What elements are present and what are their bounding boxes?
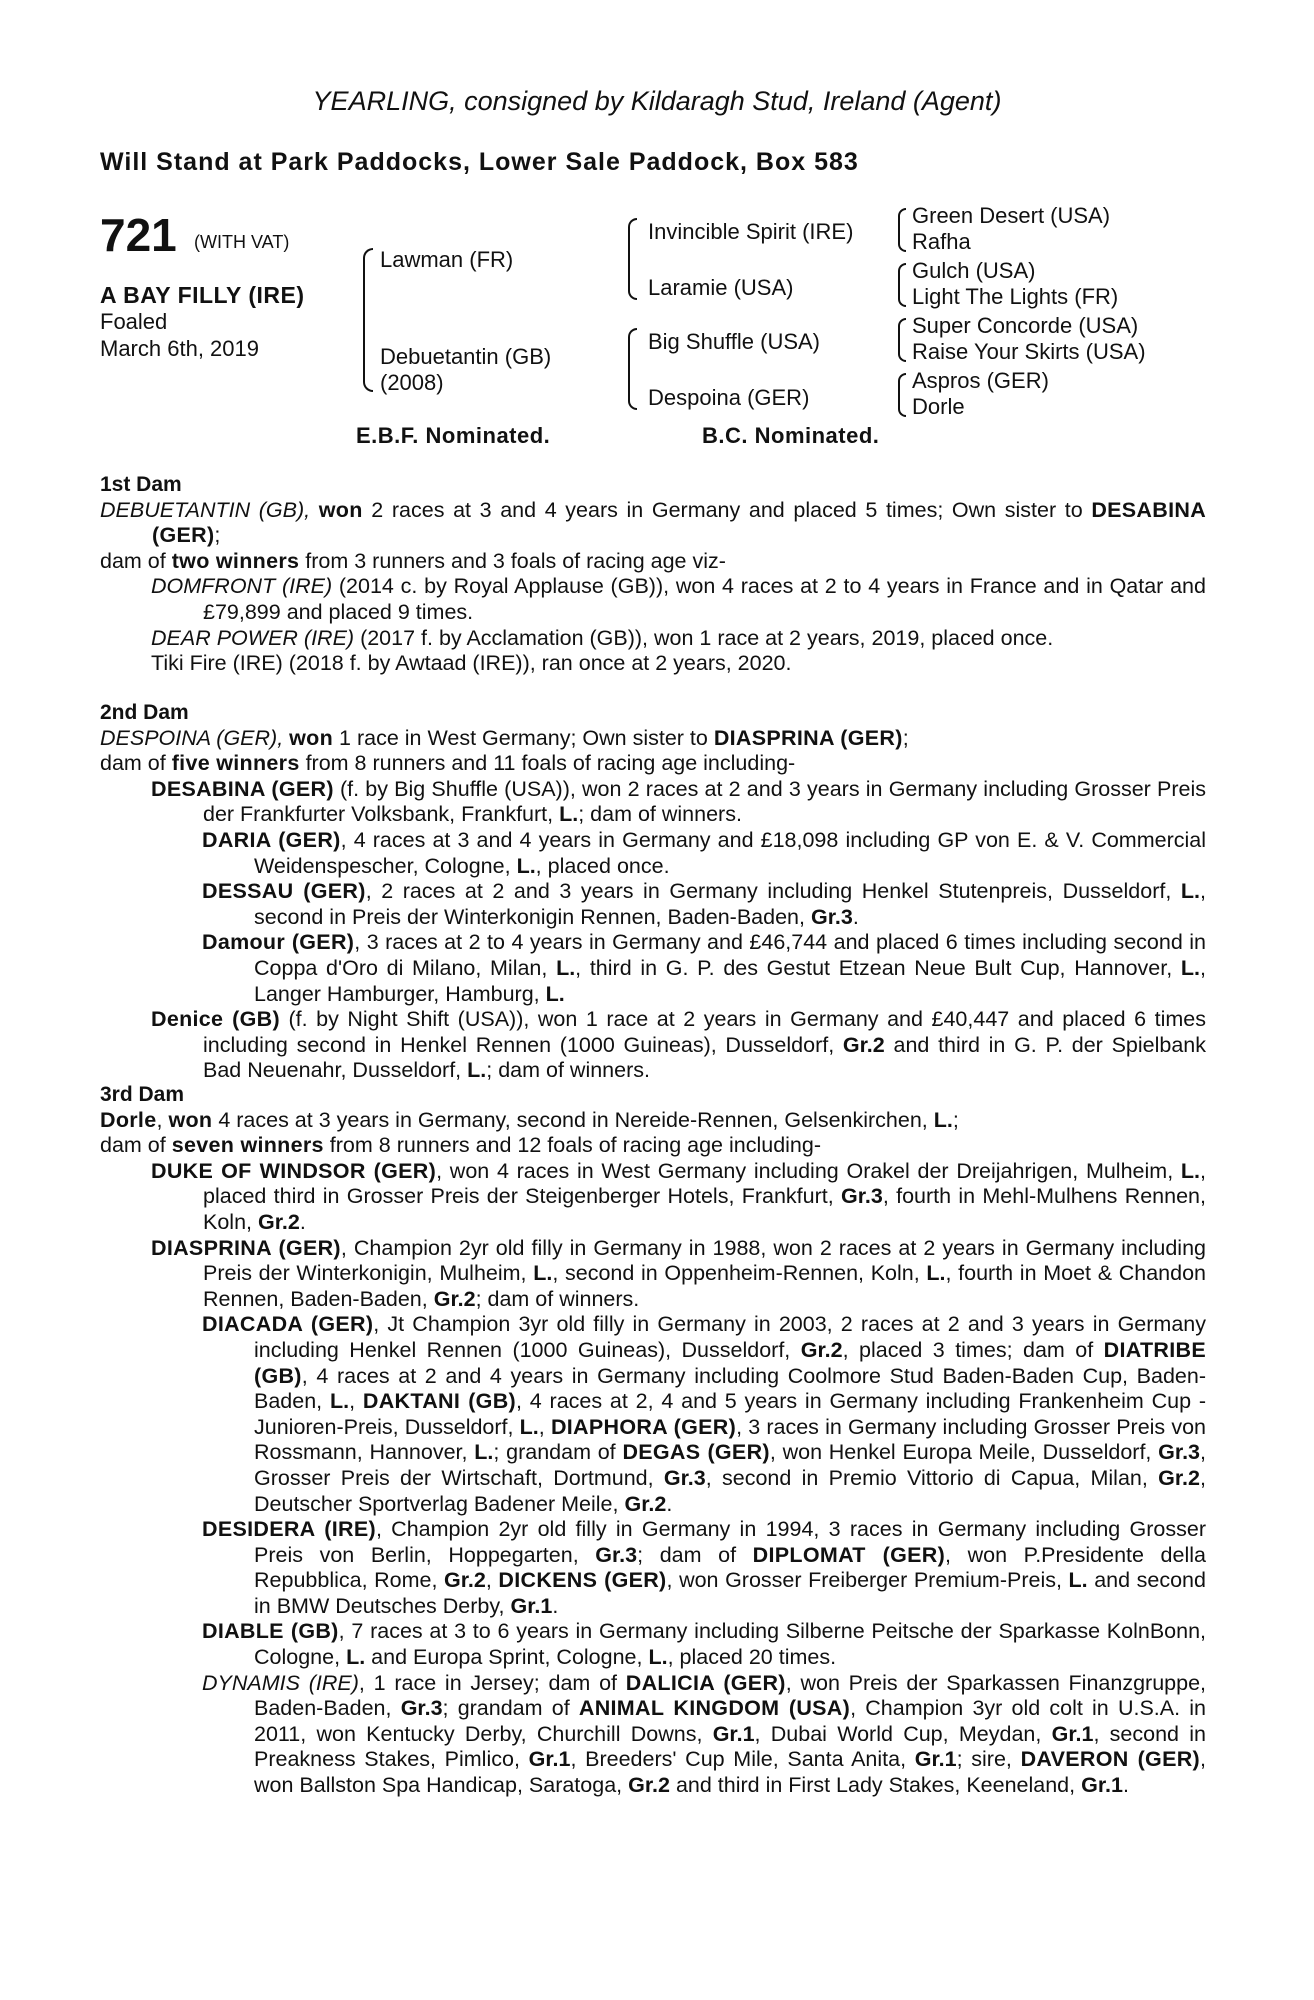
bc-nomination: B.C. Nominated. [702,423,880,448]
sire-dam: Laramie (USA) [648,275,794,300]
third-dam-section [100,1082,1206,1799]
foaled-date: March 6th, 2019 [100,336,259,361]
produce-entry: DESSAU (GER), 2 races at 2 and 3 years in Germany including Henkel Stutenpreis, Dusseldorf, L., second in Preis der Winterkonigin Rennen, Baden-Baden, Gr.3. [202,879,1206,929]
gen3-7: Aspros (GER) [912,368,1049,393]
dam: Debuetantin (GB) [380,344,552,369]
produce-summary: dam of two winners from 3 runners and 3 foals of racing age viz- [100,548,726,573]
sire: Lawman (FR) [380,247,514,272]
produce-entry: DESABINA (GER) (f. by Big Shuffle (USA)), won 2 races at 2 and 3 years in Germany including Grosser Preis der Frankfurter Volksbank, Frankfurt, L.; dam of winners. [151,776,1206,827]
gen3-2: Rafha [912,229,971,254]
produce-entry: DIASPRINA (GER), Champion 2yr old filly in Germany in 1988, won 2 races at 2 years in Germany including Preis der Winterkonigin, Mulheim, L., second in Oppenheim-Rennen, Koln, L., fourth in Moet & Chandon Rennen, Baden-Baden, Gr.2; dam of winners. [151,1235,1206,1311]
gen3-5: Super Concorde (USA) [912,313,1139,338]
dam-dam: Despoina (GER) [648,385,810,410]
produce-entry: DESIDERA (IRE), Champion 2yr old filly in Germany in 1994, 3 races in Germany including Grosser Preis von Berlin, Hoppegarten, Gr.3; dam of DIPLOMAT (GER), won P.Presidente della Repubblica, Rome, Gr.2, DICKENS (GER), won Grosser Freiberger Premium-Preis, L. and second in BMW Deutsches Derby, Gr.1. [202,1517,1206,1618]
brace-gen3-3 [898,318,906,362]
produce-entry: DARIA (GER), 4 races at 3 and 4 years in Germany and £18,098 including GP von E. & V. Commercial Weidenspescher, Cologne, L., placed once. [202,827,1207,878]
brace-gen3-4 [898,373,906,417]
sire-sire: Invincible Spirit (IRE) [648,219,854,244]
first-dam-section [100,472,1206,677]
brace-gen1 [363,248,373,392]
foaled-label: Foaled [100,309,168,334]
dam-record: DESPOINA (GER), won 1 race in West Germany; Own sister to DIASPRINA (GER); [100,725,909,750]
sale-heading: YEARLING, consigned by Kildaragh Stud, Ireland (Agent) [312,86,1002,116]
gen3-4: Light The Lights (FR) [912,284,1119,309]
gen3-8: Dorle [912,394,965,419]
produce-entry: Tiki Fire (IRE) (2018 f. by Awtaad (IRE)), ran once at 2 years, 2020. [151,651,792,676]
second-dam-section [100,700,1206,1084]
produce-entry: DYNAMIS (IRE), 1 race in Jersey; dam of DALICIA (GER), won Preis der Sparkassen Finanzgruppe, Baden-Baden, Gr.3; grandam of ANIMAL KINGDOM (USA), Champion 3yr old colt in U.S.A. in 2011, won Kentucky Derby, Churchill Downs, Gr.1, Dubai World Cup, Meydan, Gr.1, second in Preakness Stakes, Pimlico, Gr.1, Breeders' Cup Mile, Santa Anita, Gr.1; sire, DAVERON (GER), won Ballston Spa Handicap, Saratoga, Gr.2 and third in First Lady Stakes, Keeneland, Gr.1. [202,1670,1207,1798]
dam-sire: Big Shuffle (USA) [648,329,821,354]
produce-summary: dam of seven winners from 8 runners and 12 foals of racing age including- [100,1133,822,1158]
horse-description: A BAY FILLY (IRE) [100,282,305,308]
brace-gen2-top [628,218,637,300]
produce-entry: DIABLE (GB), 7 races at 3 to 6 years in Germany including Silberne Peitsche der Sparkasse KolnBonn, Cologne, L. and Europa Sprint, Cologne, L., placed 20 times. [202,1619,1207,1670]
produce-summary: dam of five winners from 8 runners and 11 foals of racing age including- [100,751,796,776]
gen3-3: Gulch (USA) [912,258,1036,283]
brace-gen3-1 [898,208,906,252]
brace-gen2-bottom [628,328,637,410]
section-heading: 1st Dam [100,473,182,496]
ebf-nomination: E.B.F. Nominated. [356,423,551,448]
section-heading: 3rd Dam [100,1083,185,1106]
produce-entry: DIACADA (GER), Jt Champion 3yr old filly in Germany in 2003, 2 races at 2 and 3 years in Germany including Henkel Rennen (1000 Guineas), Dusseldorf, Gr.2, placed 3 times; dam of DIATRIBE (GB), 4 races at 2 and 4 years in Germany including Coolmore Stud Baden-Baden Cup, Baden-Baden, L., DAKTANI (GB), 4 races at 2, 4 and 5 years in Germany including Frankenheim Cup - Junioren-Preis, Dusseldorf, L., DIAPHORA (GER), 3 races in Germany including Grosser Preis von Rossmann, Hannover, L.; grandam of DEGAS (GER), won Henkel Europa Meile, Dusseldorf, Gr.3, Grosser Preis der Wirtschaft, Dortmund, Gr.3, second in Premio Vittorio di Capua, Milan, Gr.2, Deutscher Sportverlag Badener Meile, Gr.2. [202,1312,1206,1516]
produce-entry: Denice (GB) (f. by Night Shift (USA)), won 1 race at 2 years in Germany and £40,447 and placed 6 times including second in Henkel Rennen (1000 Guineas), Dusseldorf, Gr.2 and third in G. P. der Spielbank Bad Neuenahr, Dusseldorf, L.; dam of winners. [151,1007,1206,1083]
stand-location: Will Stand at Park Paddocks, Lower Sale Paddock, Box 583 [100,148,859,176]
foaled-info [100,308,259,362]
produce-entry: Damour (GER), 3 races at 2 to 4 years in Germany and £46,744 and placed 6 times including second in Coppa d'Oro di Milano, Milan, L., third in G. P. des Gestut Etzean Neue Bult Cup, Hannover, L., Langer Hamburger, Hamburg, L. [202,930,1206,1006]
lot-number: 721 [100,209,177,261]
gen3-6: Raise Your Skirts (USA) [912,339,1146,364]
dam-record: Dorle, won 4 races at 3 years in Germany, second in Nereide-Rennen, Gelsenkirchen, L.; [100,1107,959,1132]
brace-gen3-2 [898,263,906,307]
section-heading: 2nd Dam [100,701,189,724]
vat-note: (WITH VAT) [194,232,290,252]
produce-entry: DEAR POWER (IRE) (2017 f. by Acclamation (GB)), won 1 race at 2 years, 2019, placed once. [151,625,1054,650]
dam-year: (2008) [380,370,444,395]
produce-entry: DOMFRONT (IRE) (2014 c. by Royal Applause (GB)), won 4 races at 2 to 4 years in France and in Qatar and £79,899 and placed 9 times. [151,574,1206,624]
produce-entry: DUKE OF WINDSOR (GER), won 4 races in West Germany including Orakel der Dreijahrigen, Mulheim, L., placed third in Grosser Preis der Steigenberger Hotels, Frankfurt, Gr.3, fourth in Mehl-Mulhens Rennen, Koln, Gr.2. [151,1158,1206,1234]
gen3-1: Green Desert (USA) [912,203,1111,228]
dam-record: DEBUETANTIN (GB), won 2 races at 3 and 4 years in Germany and placed 5 times; Own sister to DESABINA (GER); [100,497,1207,548]
